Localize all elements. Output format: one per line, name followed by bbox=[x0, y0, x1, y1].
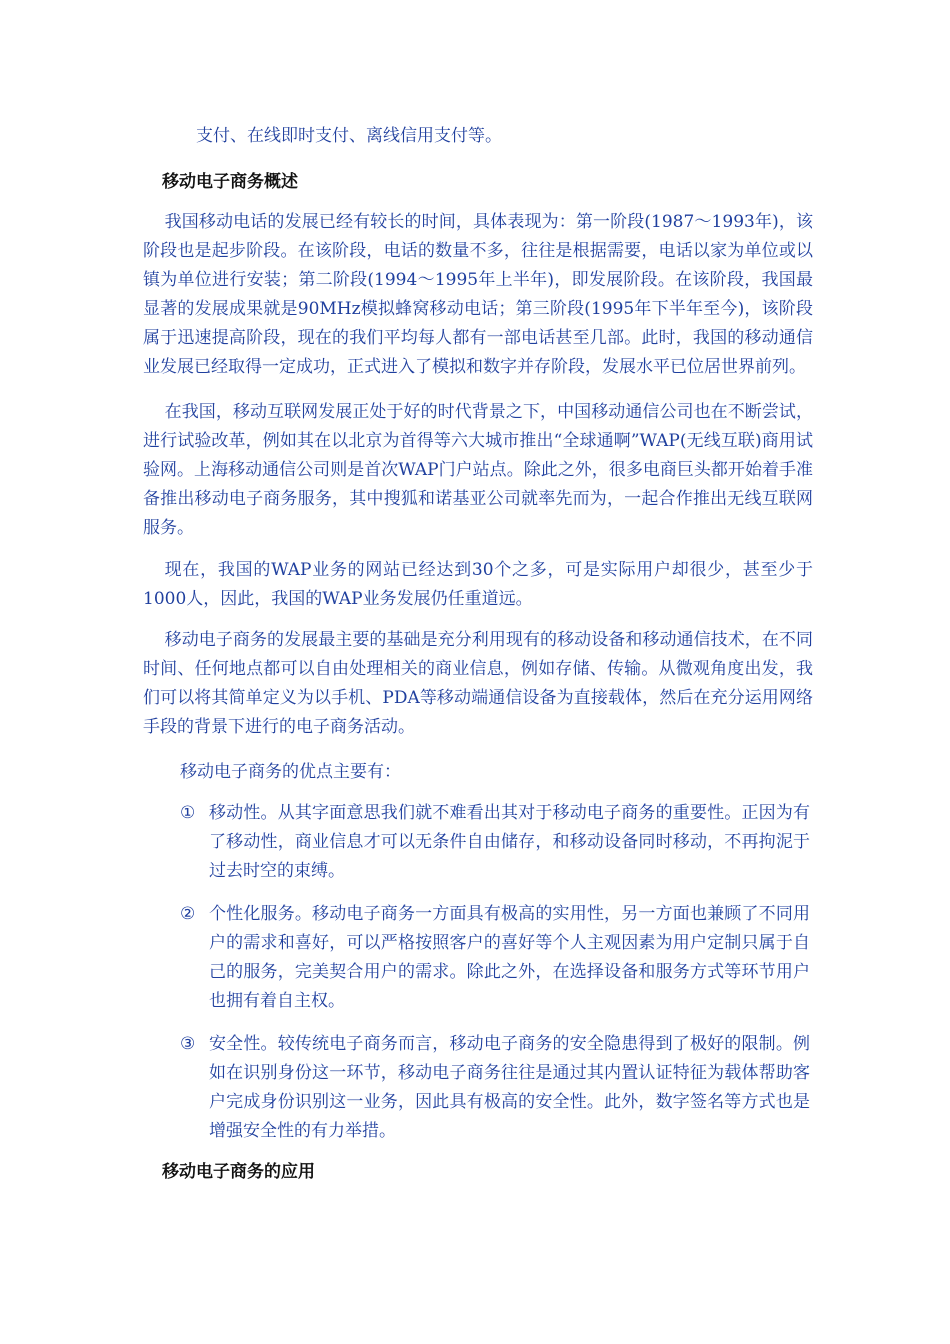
intro-line: 支付、在线即时支付、离线信用支付等。 bbox=[196, 126, 502, 146]
list-item-personalization bbox=[180, 900, 810, 1016]
advantages-intro: 移动电子商务的优点主要有： bbox=[180, 762, 401, 782]
list-marker: ③ bbox=[180, 1034, 196, 1054]
list-item-mobility bbox=[180, 799, 810, 886]
paragraph-mobile-internet: 在我国，移动互联网发展正处于好的时代背景之下，中国移动通信公司也在不断尝试，进行试验改革，例如其在以北京为首得等六大城市推出“全球通啊”WAP(无线互联)商用试验网。上海移动通信公司则是首次WAP门户站点。除此之外，很多电商巨头都开始着手准备推出移动电子商务服务，其中搜狐和诺基亚公司就率先而为，一起合作推出无线互联网服务。 bbox=[143, 402, 813, 538]
list-marker: ② bbox=[180, 904, 196, 924]
list-item-text: 移动性。从其字面意思我们就不难看出其对于移动电子商务的重要性。正因为有了移动性，商业信息才可以无条件自由储存，和移动设备同时移动，不再拘泥于过去时空的束缚。 bbox=[209, 803, 810, 881]
paragraph-wap: 现在，我国的WAP业务的网站已经达到30个之多，可是实际用户却很少，甚至少于1000人，因此，我国的WAP业务发展仍任重道远。 bbox=[143, 560, 813, 609]
paragraph-definition: 移动电子商务的发展最主要的基础是充分利用现有的移动设备和移动通信技术，在不同时间、任何地点都可以自由处理相关的商业信息，例如存储、传输。从微观角度出发，我们可以将其简单定义为以手机、PDA等移动端通信设备为直接载体，然后在充分运用网络手段的背景下进行的电子商务活动。 bbox=[143, 630, 813, 737]
list-item-text: 安全性。较传统电子商务而言，移动电子商务的安全隐患得到了极好的限制。例如在识别身份这一环节，移动电子商务往往是通过其内置认证特征为载体帮助客户完成身份识别这一业务，因此具有极高的安全性。此外，数字签名等方式也是增强安全性的有力举措。 bbox=[209, 1034, 810, 1141]
list-marker: ① bbox=[180, 803, 196, 823]
list-item-text: 个性化服务。移动电子商务一方面具有极高的实用性，另一方面也兼顾了不同用户的需求和喜好，可以严格按照客户的喜好等个人主观因素为用户定制只属于自己的服务，完美契合用户的需求。除此之外，在选择设备和服务方式等环节用户也拥有着自主权。 bbox=[209, 904, 810, 1011]
list-item-security bbox=[180, 1030, 810, 1146]
section-heading-applications: 移动电子商务的应用 bbox=[162, 1162, 315, 1182]
paragraph-history: 我国移动电话的发展已经有较长的时间，具体表现为：第一阶段(1987～1993年)，该阶段也是起步阶段。在该阶段，电话的数量不多，往往是根据需要，电话以家为单位或以镇为单位进行安装；第二阶段(1994～1995年上半年)，即发展阶段。在该阶段，我国最显著的发展成果就是90MHz模拟蜂窝移动电话；第三阶段(1995年下半年至今)，该阶段属于迅速提高阶段，现在的我们平均每人都有一部电话甚至几部。此时，我国的移动通信业发展已经取得一定成功，正式进入了模拟和数字并存阶段，发展水平已位居世界前列。 bbox=[143, 212, 813, 377]
section-heading-overview: 移动电子商务概述 bbox=[162, 172, 298, 192]
